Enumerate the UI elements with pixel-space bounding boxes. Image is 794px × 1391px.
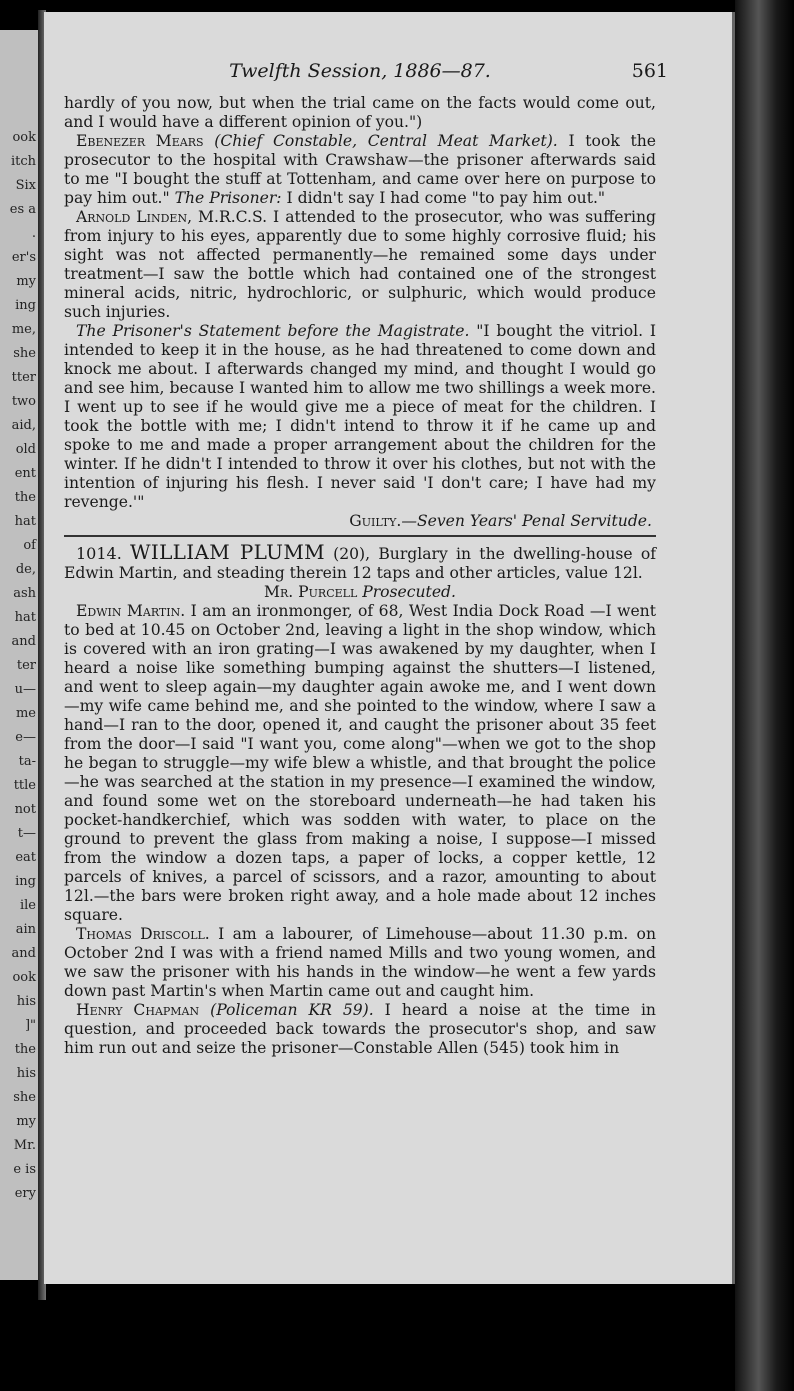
left-page-fragment: me, bbox=[11, 322, 36, 337]
testimony-text: I am an ironmonger, of 68, West India Dock Road —I went to bed at 10.45 on October 2nd, leaving a light in the shop window, which is covered with an iron grating—I was awakened by my daughter, when I heard a noise like something bumping against the shutters—I listened, and went to sleep again—my daughter again awoke me, and I went down—my wife came behind me, and she pointed to the window, where I saw a hand—I ran to the door, opened it, and caught the prisoner about 35 feet from the door—I said "I want you, come along"—when we got to the shop he began to struggle—my wife blew a whistle, and that brought the police—he was searched at the station in my presence—I examined the window, and found some wet on the storeboard underneath—he had taken his pocket-handkerchief, which was sodden with water, to place on the ground to prevent the glass from making a noise, I suppose—I missed from the window a dozen taps, a paper of locks, a copper kettle, 12 parcels of knives, a parcel of scissors, and a razor, amounting to about 12l.—the bars were broken right away, and a hole made about 12 inches square. bbox=[64, 602, 656, 924]
statement-label: The Prisoner's Statement before the Magistrate. bbox=[76, 322, 470, 340]
left-page-fragment: she bbox=[13, 346, 36, 361]
left-page-fragment: me bbox=[15, 706, 36, 721]
case-number: 1014. bbox=[76, 544, 122, 563]
book-page bbox=[44, 12, 735, 1284]
verdict-label: Guilty. bbox=[349, 512, 402, 530]
left-page-fragment: ]" bbox=[24, 1018, 36, 1033]
left-page-fragment: eat bbox=[15, 850, 36, 865]
statement-text: "I bought the vitriol. I intended to keep it in the house, as he had threatened to come down and knock me about. I afterwards changed my mind, and thought I would go and see him, because I wanted him to allow me two shillings a week more. I went up to see if he would give me a piece of meat for the children. I took the bottle with me; I didn't intend to throw it if he came up and spoke to me and made a proper arrangement about the children for the winter. If he didn't I intended to throw it over his clothes, but not with the intention of injuring his flesh. I never said 'I don't care; I have had my revenge.'" bbox=[64, 322, 657, 511]
testimony-text: I am a labourer, of Limehouse—about 11.30 p.m. on October 2nd I was with a friend named Mills and two young women, and we saw the prisoner with his hands in the window—he went a few yards down past Martin's when Martin came out and caught him. bbox=[64, 925, 656, 1000]
prisoner-statement bbox=[64, 322, 656, 512]
left-page-fragment: the bbox=[14, 490, 36, 505]
left-page-fragment: t— bbox=[17, 826, 36, 841]
left-page-fragment: aid, bbox=[11, 418, 36, 433]
running-header bbox=[64, 60, 668, 92]
page-title: Twelfth Session, 1886—87. bbox=[229, 60, 491, 82]
left-page-fragment: er's bbox=[11, 250, 36, 265]
left-page-fragment: his bbox=[16, 994, 36, 1009]
left-page-fragment: ash bbox=[13, 586, 36, 601]
speaker-name: Henry Chapman bbox=[76, 1001, 200, 1019]
testimony-text: I didn't say I had come "to pay him out." bbox=[281, 189, 606, 207]
speaker-name: Arnold Linden, bbox=[76, 208, 193, 226]
left-page-fragment: my bbox=[16, 274, 36, 289]
left-page-fragment: ing bbox=[15, 874, 36, 889]
testimony-driscoll bbox=[64, 925, 656, 1001]
left-page-fragment: . bbox=[31, 226, 36, 241]
left-page-fragment: ent bbox=[14, 466, 36, 481]
prosecutor-name: Mr. Purcell bbox=[263, 583, 358, 601]
prosecution-line bbox=[64, 583, 656, 602]
case-divider bbox=[64, 535, 656, 537]
left-page-edge bbox=[0, 30, 38, 1280]
left-page-fragment: not bbox=[14, 802, 36, 817]
speaker-name: Ebenezer Mears bbox=[76, 132, 204, 150]
testimony-martin bbox=[64, 602, 656, 925]
right-page-edges bbox=[735, 0, 794, 1391]
case-heading bbox=[64, 540, 656, 583]
left-page-fragment: es a bbox=[9, 202, 36, 217]
left-page-fragment: ook bbox=[12, 970, 36, 985]
left-page-fragment: old bbox=[15, 442, 36, 457]
testimony-text: I heard a noise at the time in question, and proceeded back towards the prosecutor's shop, and saw him run out and seize the prisoner—Constable Allen (545) took him in bbox=[64, 1001, 656, 1057]
left-page-fragment: my bbox=[16, 1114, 36, 1129]
left-page-fragment: ta- bbox=[18, 754, 36, 769]
left-page-fragment: and bbox=[11, 946, 36, 961]
verdict bbox=[64, 512, 656, 531]
left-page-fragment: e— bbox=[15, 730, 36, 745]
page-number: 561 bbox=[631, 60, 668, 82]
left-page-fragment: ttle bbox=[13, 778, 36, 793]
prisoner-label: The Prisoner: bbox=[174, 189, 282, 207]
speaker-name: Edwin Martin. bbox=[76, 602, 186, 620]
defendant-name: WILLIAM PLUMM bbox=[130, 540, 325, 564]
left-page-fragment: the bbox=[14, 1042, 36, 1057]
left-page-fragment: ery bbox=[14, 1186, 36, 1201]
left-page-fragment: ile bbox=[19, 898, 36, 913]
left-page-fragment: e is bbox=[13, 1162, 36, 1177]
testimony-text: I took the prosecutor to the hospital with Crawshaw—the prisoner afterwards said to me "I bought the stuff at Tottenham, and came over here on purpose to pay him out." bbox=[64, 132, 656, 207]
left-page-fragment: tter bbox=[11, 370, 36, 385]
left-page-fragment: ing bbox=[15, 298, 36, 313]
charge-text: (20), Burglary in the dwelling-house of Edwin Martin, and steading therein 12 taps and other articles, value 12l. bbox=[64, 545, 656, 582]
testimony-text: M.R.C.S. I attended to the prosecutor, who was suffering from injury to his eyes, apparently due to some highly corrosive fluid; his sight was not affected permanently—he remained some days under treatment—I saw the bottle which had contained one of the strongest mineral acids, nitric, hydrochloric, or sulphuric, which would produce such injuries. bbox=[64, 208, 656, 321]
left-page-fragment: and bbox=[11, 634, 36, 649]
left-page-fragment: itch bbox=[10, 154, 36, 169]
left-page-fragment: ter bbox=[16, 658, 36, 673]
left-page-fragment: de, bbox=[15, 562, 36, 577]
page-content bbox=[64, 60, 668, 1058]
left-page-fragment: his bbox=[16, 1066, 36, 1081]
speaker-role: (Chief Constable, Central Meat Market). bbox=[214, 132, 558, 150]
left-page-fragment: hat bbox=[14, 514, 36, 529]
left-page-fragment: of bbox=[23, 538, 36, 553]
speaker-role: (Policeman KR 59). bbox=[210, 1001, 374, 1019]
left-page-fragment: two bbox=[11, 394, 36, 409]
testimony-linden bbox=[64, 208, 656, 322]
verdict-sentence: —Seven Years' Penal Servitude. bbox=[401, 512, 652, 530]
testimony-chapman bbox=[64, 1001, 656, 1058]
testimony-mears bbox=[64, 132, 656, 208]
left-page-fragment: ook bbox=[12, 130, 36, 145]
left-page-fragment: Six bbox=[15, 178, 36, 193]
left-page-fragment: hat bbox=[14, 610, 36, 625]
left-page-fragment: she bbox=[13, 1090, 36, 1105]
left-page-fragment: Mr. bbox=[13, 1138, 36, 1153]
left-page-fragment: u— bbox=[14, 682, 36, 697]
speaker-name: Thomas Driscoll. bbox=[76, 925, 210, 943]
prosecuted-word: Prosecuted. bbox=[362, 583, 456, 601]
paragraph-continuation: hardly of you now, but when the trial came on the facts would come out, and I would have a different opinion of you.") bbox=[64, 94, 656, 131]
left-page-fragment: ain bbox=[15, 922, 36, 937]
